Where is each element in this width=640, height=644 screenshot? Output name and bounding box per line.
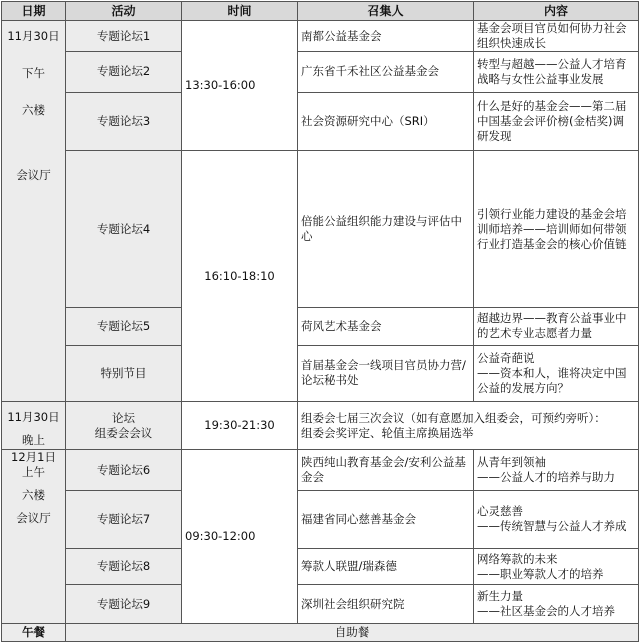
content-cell: 公益奇葩说 ——资本和人，谁将决定中国公益的发展方向？ (474, 345, 639, 401)
time-cell: 13:30-16:00 (182, 21, 298, 151)
date-cell-nov30-evening (2, 402, 66, 450)
lunch-content: 自助餐 (66, 623, 639, 641)
date-text: 11月30日 (7, 29, 60, 43)
content-cell: 心灵慈善 ——传统智慧与公益人才养成 (474, 490, 639, 548)
table-row (2, 490, 639, 548)
table-row (2, 585, 639, 623)
activity-cell: 专题论坛7 (66, 490, 182, 548)
date-cell-nov30-afternoon (2, 21, 66, 402)
table-row (2, 402, 639, 450)
convener-cell: 广东省千禾社区公益基金会 (298, 52, 474, 92)
lunch-row (2, 623, 639, 641)
time-cell: 16:10-18:10 (182, 151, 298, 402)
floor-text: 六楼 (22, 488, 45, 503)
session-text: 下午 (22, 66, 45, 80)
time-cell: 19:30-21:30 (182, 402, 298, 450)
convener-cell: 福建省同心慈善基金会 (298, 490, 474, 548)
date-cell-dec1-morning (2, 450, 66, 623)
activity-cell: 专题论坛4 (66, 151, 182, 308)
convener-cell: 社会资源研究中心（SRI） (298, 92, 474, 150)
content-cell: 什么是好的基金会——第二届中国基金会评价榜(金桔奖)调研发现 (474, 92, 639, 150)
activity-cell: 专题论坛5 (66, 308, 182, 345)
schedule-table (1, 1, 639, 642)
content-cell: 新生力量 ——社区基金会的人才培养 (474, 585, 639, 623)
time-cell: 09:30-12:00 (182, 450, 298, 623)
activity-cell: 专题论坛8 (66, 549, 182, 585)
convener-cell: 南都公益基金会 (298, 21, 474, 52)
activity-cell: 专题论坛3 (66, 92, 182, 150)
activity-cell: 专题论坛6 (66, 450, 182, 490)
header-date: 日期 (2, 2, 66, 21)
table-row (2, 52, 639, 92)
table-row (2, 21, 639, 52)
date-text: 12月1日 (11, 450, 56, 465)
content-cell: 网络筹款的未来 ——职业筹款人才的培养 (474, 549, 639, 585)
table-row (2, 345, 639, 401)
activity-cell: 专题论坛2 (66, 52, 182, 92)
convener-cell: 陕西纯山教育基金会/安利公益基金会 (298, 450, 474, 490)
session-text: 晚上 (22, 433, 45, 448)
header-time: 时间 (182, 2, 298, 21)
content-cell: 基金会项目官员如何协力社会组织快速成长 (474, 21, 639, 52)
venue-text: 会议厅 (16, 511, 51, 526)
table-row (2, 92, 639, 150)
convener-cell: 倍能公益组织能力建设与评估中心 (298, 151, 474, 308)
content-cell: 引领行业能力建设的基金会培训师培养——培训师如何带领行业打造基金会的核心价值链 (474, 151, 639, 308)
activity-cell: 专题论坛1 (66, 21, 182, 52)
activity-cell: 论坛 组委会会议 (66, 402, 182, 450)
activity-cell: 专题论坛9 (66, 585, 182, 623)
lunch-label: 午餐 (2, 623, 66, 641)
venue-text: 会议厅 (16, 168, 51, 182)
table-row (2, 151, 639, 308)
header-row (2, 2, 639, 21)
meeting-content-cell: 组委会七届三次会议（如有意愿加入组委会，可预约旁听）： 组委会奖评定、轮值主席换届选举 (298, 402, 639, 450)
table-row (2, 549, 639, 585)
floor-text: 六楼 (22, 103, 45, 117)
activity-cell: 特别节目 (66, 345, 182, 401)
date-text: 11月30日 (7, 410, 60, 425)
header-content: 内容 (474, 2, 639, 21)
table-row (2, 308, 639, 345)
convener-cell: 荷风艺术基金会 (298, 308, 474, 345)
header-activity: 活动 (66, 2, 182, 21)
table-row (2, 450, 639, 490)
convener-cell: 筹款人联盟/瑞森德 (298, 549, 474, 585)
session-text: 上午 (22, 465, 45, 480)
convener-cell: 深圳社会组织研究院 (298, 585, 474, 623)
convener-cell: 首届基金会一线项目官员协力营/论坛秘书处 (298, 345, 474, 401)
content-cell: 超越边界——教育公益事业中的艺术专业志愿者力量 (474, 308, 639, 345)
content-cell: 转型与超越——公益人才培育战略与女性公益事业发展 (474, 52, 639, 92)
content-cell: 从青年到领袖 ——公益人才的培养与助力 (474, 450, 639, 490)
header-convener: 召集人 (298, 2, 474, 21)
